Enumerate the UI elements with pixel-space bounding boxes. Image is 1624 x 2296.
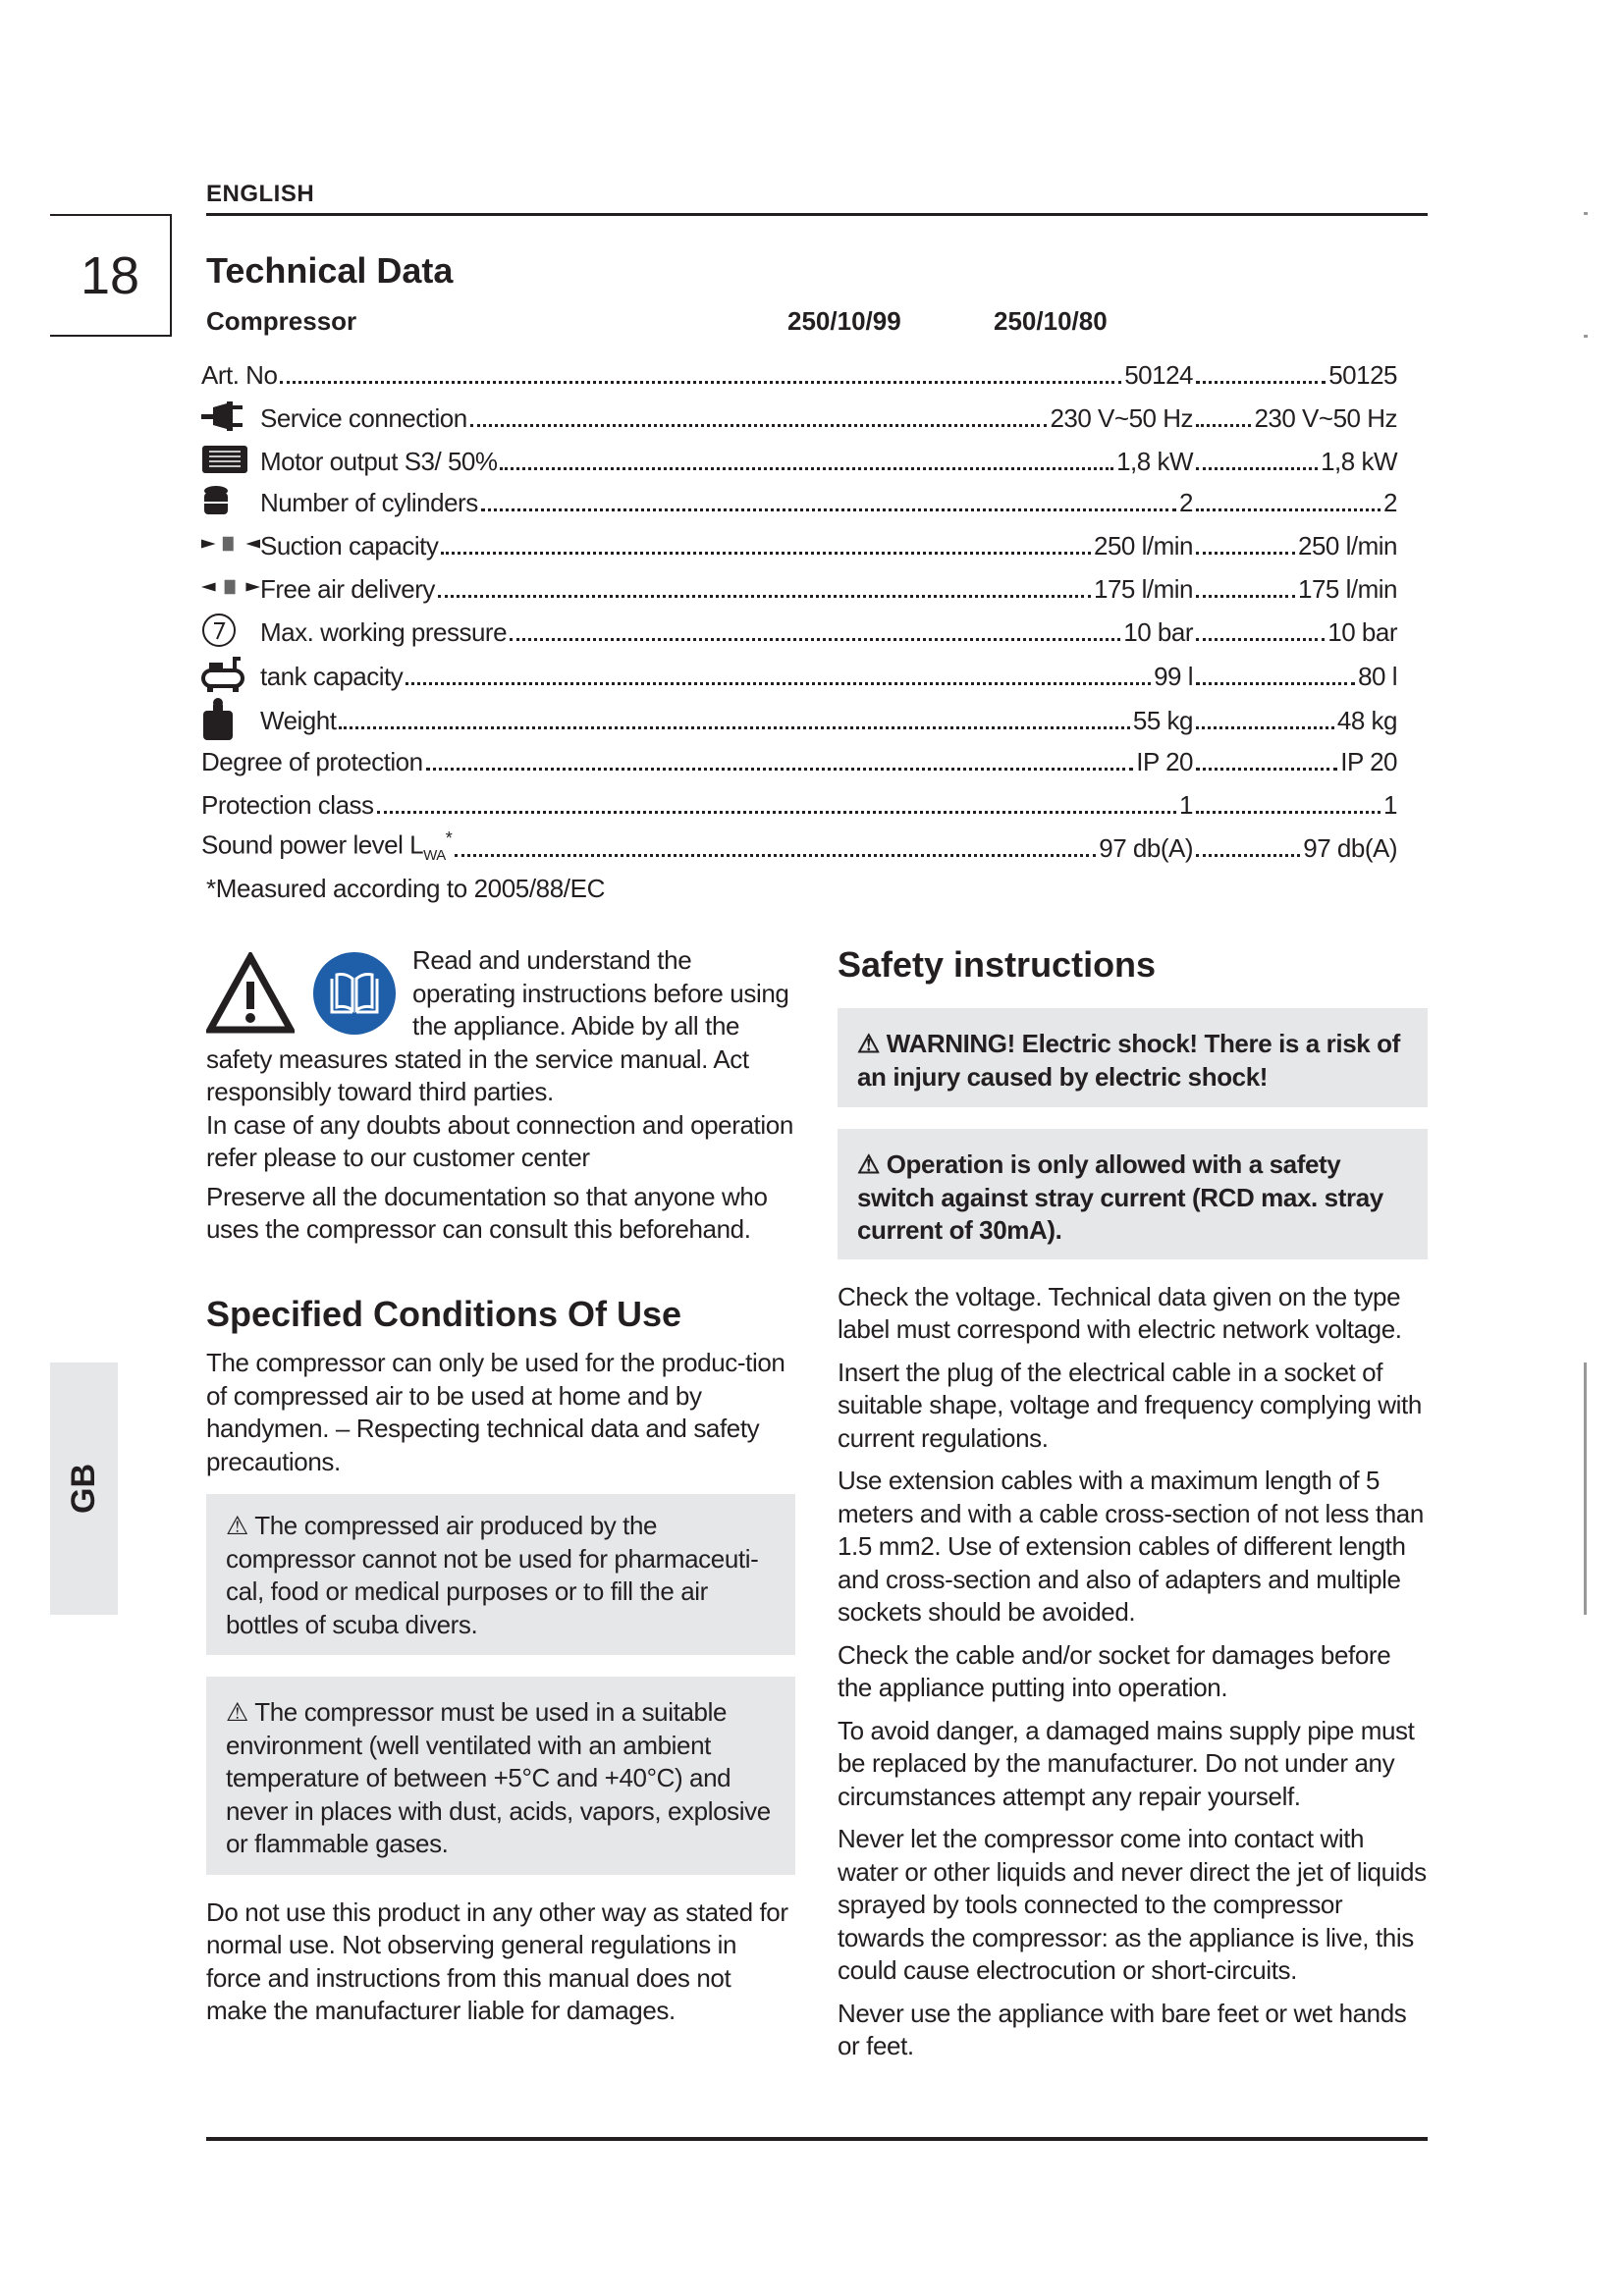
top-rule <box>206 213 1428 216</box>
warning-triangle-icon <box>206 952 295 1035</box>
model-header-2: 250/10/80 <box>994 306 1108 336</box>
dot-leader <box>1196 467 1318 470</box>
spec-label: Number of cylinders <box>260 488 478 517</box>
intro-text: Read and understand the operating instructions before using the appliance. Abide by all the safety measures stated in the service manual. Act responsibly toward third parties. <box>206 945 789 1106</box>
spec-label: Motor output S3/ 50% <box>260 447 498 476</box>
dot-leader <box>1196 552 1295 555</box>
warning-text: Operation is only allowed with a safety switch against stray current (RCD max. stray current of 30mA). <box>857 1149 1383 1245</box>
dot-leader <box>1196 638 1325 641</box>
dot-leader <box>500 467 1113 470</box>
notice-box <box>206 1677 795 1875</box>
spec-value-model-1: 175 l/min <box>1094 574 1193 604</box>
edge-mark <box>1584 335 1588 338</box>
model-header-1: 250/10/99 <box>787 306 901 336</box>
spec-label: tank capacity <box>260 662 404 691</box>
edge-line <box>1584 1362 1587 1615</box>
safety-paragraph: Never use the appliance with bare feet or wet hands or feet. <box>838 1998 1407 2060</box>
dot-leader <box>1196 768 1337 771</box>
dot-leader <box>1196 381 1326 384</box>
spec-label: Service connection <box>260 403 467 433</box>
safety-paragraph: Insert the plug of the electrical cable in a socket of suitable shape, voltage and frequency complying with current regulations. <box>838 1357 1422 1453</box>
language-tab-label: GB <box>65 1464 102 1514</box>
dot-leader <box>1196 726 1334 729</box>
spec-value-model-2: IP 20 <box>1340 747 1397 776</box>
read-manual-icon <box>312 951 397 1036</box>
dot-leader <box>339 726 1129 729</box>
safety-paragraph: Check the cable and/or socket for damages before the appliance putting into operation. <box>838 1639 1391 1702</box>
notice-text: The compressed air produced by the compressor cannot not be used for pharmaceuti-cal, food or medical purposes or to fill the air bottles of scuba divers. <box>226 1511 759 1639</box>
spec-value-model-2: 175 l/min <box>1298 574 1397 604</box>
spec-row <box>201 781 1397 821</box>
dot-leader <box>1196 424 1251 427</box>
dot-leader <box>470 424 1048 427</box>
spec-label: Max. working pressure <box>260 617 508 647</box>
spec-row <box>201 438 1397 477</box>
spec-value-model-1: 1 <box>1179 790 1193 820</box>
spec-label: Free air delivery <box>260 574 435 604</box>
language-label: ENGLISH <box>206 181 315 207</box>
notice-box <box>206 1494 795 1655</box>
dot-leader <box>510 638 1120 641</box>
warning-icon: ⚠ <box>226 1511 255 1540</box>
warning-icon: ⚠ <box>857 1149 887 1179</box>
dot-leader <box>438 595 1091 598</box>
spec-value-model-2: 50125 <box>1328 360 1397 390</box>
conditions-text: The compressor can only be used for the produc-tion of compressed air to be used at home and by handymen. – Respecting technical data and safety precautions. <box>206 1348 785 1476</box>
dot-leader <box>1196 595 1295 598</box>
plug-icon <box>201 399 260 434</box>
spec-label: Art. No <box>201 360 278 390</box>
spec-value-model-1: 1,8 kW <box>1116 447 1193 476</box>
compressor-label: Compressor <box>206 306 357 336</box>
dot-leader <box>1196 508 1380 511</box>
spec-row <box>201 351 1397 391</box>
notice-text: The compressor must be used in a suitable environment (well ventilated with an ambient temperature of between +5°C and +40°C) and never in places with dust, acids, vapors, explosive or flammable gases. <box>226 1697 771 1858</box>
footnote: *Measured according to 2005/88/EC <box>206 874 605 903</box>
dot-leader <box>406 682 1151 685</box>
closing-text: Do not use this product in any other way as stated for normal use. Not observing general regulations in force and instructions from this manual does not make the manufacturer liable for damages. <box>206 1896 788 2025</box>
safety-title: Safety instructions <box>838 944 1157 985</box>
intro-text-2: In case of any doubts about connection and operation refer please to our customer center <box>206 1109 793 1172</box>
spec-value-model-2: 10 bar <box>1327 617 1397 647</box>
technical-data-title: Technical Data <box>206 250 454 291</box>
spec-row <box>201 565 1397 605</box>
spec-value-model-2: 2 <box>1383 488 1397 517</box>
spec-value-model-2: 97 db(A) <box>1303 833 1397 863</box>
intro-text-3: Preserve all the documentation so that anyone who uses the compressor can consult this beforehand. <box>206 1181 768 1244</box>
spec-row <box>201 653 1397 692</box>
cylinder-icon <box>201 483 260 518</box>
spec-value-model-1: 55 kg <box>1132 706 1193 735</box>
bottom-rule <box>206 2137 1428 2141</box>
language-tab <box>50 1362 118 1615</box>
spec-row <box>201 825 1397 864</box>
dot-leader <box>426 768 1134 771</box>
suction-icon <box>201 526 260 561</box>
dot-leader <box>1196 682 1355 685</box>
warning-icon: ⚠ <box>857 1029 887 1058</box>
spec-row <box>201 479 1397 518</box>
spec-value-model-1: 99 l <box>1154 662 1193 691</box>
warning-text: WARNING! Electric shock! There is a risk of an injury caused by electric shock! <box>857 1029 1400 1092</box>
safety-paragraph: Use extension cables with a maximum length of 5 meters and with a cable cross-section of not less than 1.5 mm2. Use of extension cables of different length and cross-section and also of adapters and multiple sockets should be avoided. <box>838 1466 1424 1627</box>
spec-value-model-2: 230 V~50 Hz <box>1254 403 1397 433</box>
tank-icon <box>201 657 260 692</box>
spec-value-model-2: 1 <box>1383 790 1397 820</box>
spec-label: Degree of protection <box>201 747 423 776</box>
conditions-title: Specified Conditions Of Use <box>206 1294 682 1334</box>
spec-value-model-1: 230 V~50 Hz <box>1050 403 1193 433</box>
weight-icon <box>201 701 260 736</box>
spec-value-model-2: 48 kg <box>1336 706 1397 735</box>
warning-icon: ⚠ <box>226 1697 255 1727</box>
spec-row <box>201 697 1397 736</box>
spec-value-model-1: 2 <box>1179 488 1193 517</box>
spec-label: Suction capacity <box>260 531 439 561</box>
dot-leader <box>481 508 1176 511</box>
air-delivery-icon <box>201 569 260 605</box>
spec-label: Protection class <box>201 790 374 820</box>
motor-icon <box>201 442 260 477</box>
spec-value-model-1: 250 l/min <box>1094 531 1193 561</box>
spec-value-model-1: 97 db(A) <box>1099 833 1193 863</box>
spec-value-model-2: 1,8 kW <box>1321 447 1397 476</box>
dot-leader <box>280 381 1121 384</box>
spec-row <box>201 609 1397 648</box>
dot-leader <box>1196 854 1300 857</box>
dot-leader <box>441 552 1091 555</box>
warning-box <box>838 1129 1428 1259</box>
warning-box <box>838 1008 1428 1107</box>
spec-value-model-1: 10 bar <box>1123 617 1193 647</box>
dot-leader <box>1196 811 1380 814</box>
spec-value-model-2: 250 l/min <box>1298 531 1397 561</box>
page-number: 18 <box>50 214 172 337</box>
spec-value-model-2: 80 l <box>1358 662 1397 691</box>
spec-row <box>201 395 1397 434</box>
spec-label: Sound power level $L_{WA}^*$ <box>201 828 453 864</box>
dot-leader <box>377 811 1177 814</box>
pressure-gauge-icon <box>201 613 260 648</box>
spec-label: Weight <box>260 706 337 735</box>
spec-value-model-1: IP 20 <box>1136 747 1193 776</box>
safety-paragraph: Check the voltage. Technical data given on the type label must correspond with electric network voltage. <box>838 1281 1402 1344</box>
safety-paragraph: To avoid danger, a damaged mains supply pipe must be replaced by the manufacturer. Do not under any circumstances attempt any repair yourself. <box>838 1715 1415 1811</box>
edge-mark <box>1584 212 1588 215</box>
spec-row <box>201 738 1397 777</box>
dot-leader <box>455 854 1096 857</box>
safety-paragraph: Never let the compressor come into contact with water or other liquids and never direct the jet of liquids sprayed by tools connected to the compressor towards the compressor: as the appliance is live, this could cause electrocution or short-circuits. <box>838 1824 1427 1985</box>
spec-row <box>201 522 1397 561</box>
spec-value-model-1: 50124 <box>1124 360 1193 390</box>
